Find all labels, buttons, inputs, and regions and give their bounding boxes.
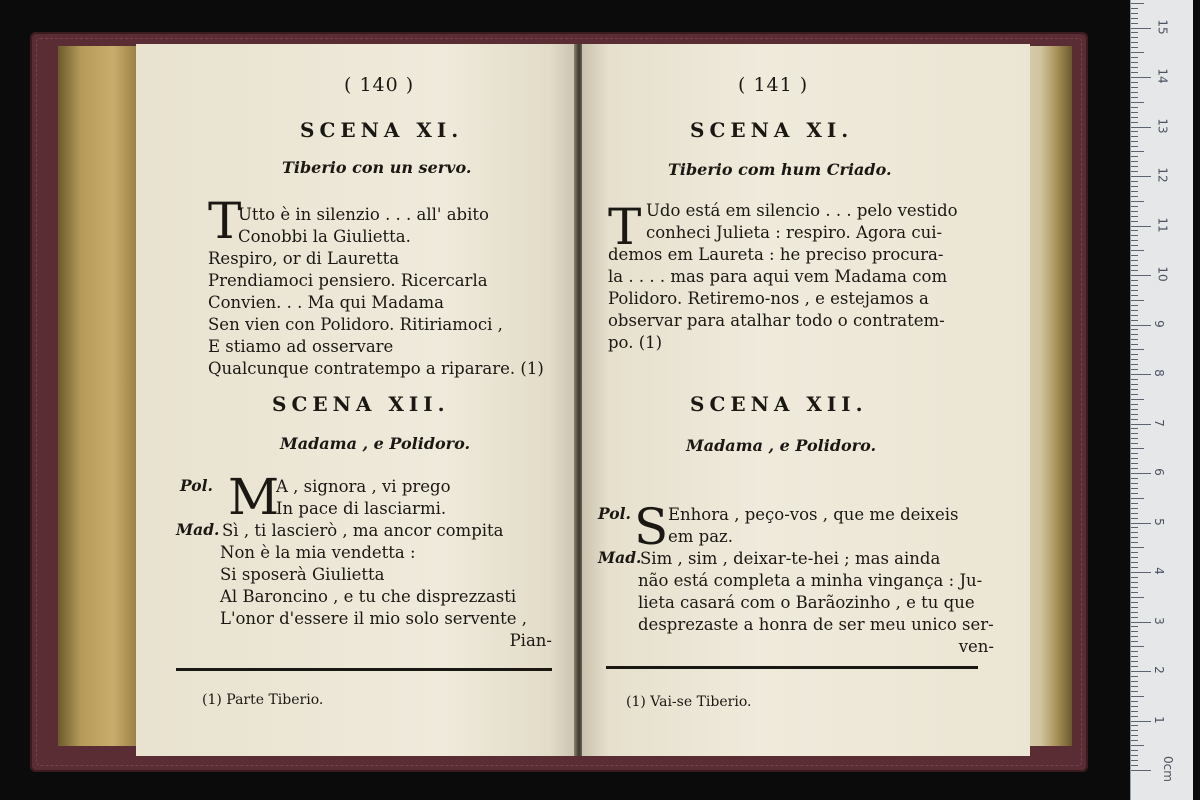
ruler-tick xyxy=(1131,146,1138,147)
ruler-number: 11 xyxy=(1155,216,1170,233)
prose-line: observar para atalhar todo o contratem- xyxy=(608,311,945,330)
measuring-ruler xyxy=(1130,0,1193,800)
ruler-tick xyxy=(1131,364,1138,365)
ruler-tick xyxy=(1131,592,1138,593)
ruler-tick xyxy=(1131,28,1151,29)
ruler-tick xyxy=(1131,151,1144,152)
ruler-tick xyxy=(1131,141,1138,142)
ruler-tick xyxy=(1131,171,1138,172)
verse-line: In pace di lasciarmi. xyxy=(276,499,447,518)
ruler-number: 14 xyxy=(1155,68,1170,84)
ruler-number: 8 xyxy=(1151,369,1166,377)
verse-line: E stiamo ad osservare xyxy=(208,337,394,356)
ruler-tick xyxy=(1131,47,1138,48)
ruler-tick xyxy=(1131,325,1151,326)
ruler-tick xyxy=(1131,285,1138,286)
ruler-tick xyxy=(1131,433,1138,434)
ruler-tick xyxy=(1131,651,1138,652)
ruler-number: 10 xyxy=(1155,266,1170,282)
ruler-tick xyxy=(1131,443,1138,444)
verse-line: Sì , ti lascierò , ma ancor compita xyxy=(222,521,504,540)
ruler-tick xyxy=(1131,562,1138,563)
prose-line: conheci Julieta : respiro. Agora cui- xyxy=(646,223,943,242)
ruler-tick xyxy=(1131,290,1138,291)
ruler-tick xyxy=(1131,557,1138,558)
prose-line: la . . . . mas para aqui vem Madama com xyxy=(608,267,948,286)
ruler-tick xyxy=(1131,681,1138,682)
ruler-tick xyxy=(1131,488,1138,489)
ruler-number: 4 xyxy=(1151,567,1166,575)
ruler-tick xyxy=(1131,349,1144,350)
scene-subtitle: Madama , e Polidoro. xyxy=(686,436,877,455)
verse-line: Non è la mia vendetta : xyxy=(220,543,416,562)
drop-cap: S xyxy=(634,498,669,556)
ruler-tick xyxy=(1131,691,1138,692)
ruler-tick xyxy=(1131,305,1138,306)
ruler-tick xyxy=(1131,527,1138,528)
ruler-tick xyxy=(1131,587,1138,588)
verse-line: Prendiamoci pensiero. Ricercarla xyxy=(208,271,488,290)
ruler-tick xyxy=(1131,671,1151,672)
ruler-tick xyxy=(1131,334,1138,335)
ruler-tick xyxy=(1131,8,1138,9)
ruler-tick xyxy=(1131,711,1138,712)
prose-block xyxy=(638,504,1018,658)
ruler-tick xyxy=(1131,255,1138,256)
ruler-tick xyxy=(1131,206,1138,207)
prose-line: demos em Laureta : he preciso procura- xyxy=(608,245,944,264)
prose-line: desprezaste a honra de ser meu unico ser- xyxy=(638,615,994,634)
ruler-tick xyxy=(1131,112,1138,113)
ruler-tick xyxy=(1131,716,1138,717)
ruler-tick xyxy=(1131,379,1138,380)
ruler-tick xyxy=(1131,127,1151,128)
ruler-tick xyxy=(1131,518,1138,519)
ruler-tick xyxy=(1131,280,1138,281)
ruler-tick xyxy=(1131,760,1138,761)
ruler-tick xyxy=(1131,52,1144,53)
ruler-tick xyxy=(1131,473,1151,474)
verse-block xyxy=(220,476,560,652)
ruler-tick xyxy=(1131,384,1138,385)
ruler-tick xyxy=(1131,122,1138,123)
prose-line: em paz. xyxy=(668,527,733,546)
scene-title: SCENA XI. xyxy=(300,118,464,142)
verse-line: Si sposerà Giulietta xyxy=(220,565,385,584)
ruler-tick xyxy=(1131,607,1138,608)
ruler-tick xyxy=(1131,226,1151,227)
ruler-tick xyxy=(1131,161,1138,162)
drop-cap: M xyxy=(228,468,280,526)
ruler-number: 2 xyxy=(1151,666,1166,674)
ruler-tick xyxy=(1131,414,1138,415)
ruler-tick xyxy=(1131,582,1138,583)
ruler-tick xyxy=(1131,745,1144,746)
ruler-tick xyxy=(1131,730,1138,731)
prose-block xyxy=(608,200,1008,354)
ruler-number: 15 xyxy=(1155,18,1170,35)
ruler-number: 3 xyxy=(1151,616,1166,625)
catchword: ven- xyxy=(958,637,994,656)
ruler-tick xyxy=(1131,725,1138,726)
ruler-tick xyxy=(1131,270,1138,271)
ruler-tick xyxy=(1131,542,1138,543)
ruler-tick xyxy=(1131,211,1138,212)
verse-line: Respiro, or di Lauretta xyxy=(208,249,400,268)
ruler-tick xyxy=(1131,260,1138,261)
ruler-tick xyxy=(1131,498,1144,499)
verse-line: Al Baroncino , e tu che disprezzasti xyxy=(220,587,517,606)
verse-line: Convien. . . Ma qui Madama xyxy=(208,293,444,312)
ruler-number: 6 xyxy=(1151,468,1166,476)
speaker-label: Mad. xyxy=(176,520,220,539)
ruler-tick xyxy=(1131,428,1138,429)
ruler-tick xyxy=(1131,755,1138,756)
ruler-tick xyxy=(1131,636,1138,637)
drop-cap: T xyxy=(208,192,242,250)
ruler-tick xyxy=(1131,641,1138,642)
page-number: ( 141 ) xyxy=(738,74,809,96)
ruler-tick xyxy=(1131,646,1144,647)
catchword: Pian- xyxy=(509,631,552,650)
right-page xyxy=(582,44,1030,756)
ruler-tick xyxy=(1131,201,1144,202)
ruler-tick xyxy=(1131,468,1138,469)
ruler-tick xyxy=(1131,374,1151,375)
speaker-label: Mad. xyxy=(598,548,642,567)
ruler-tick xyxy=(1131,136,1138,137)
verse-line: A , signora , vi prego xyxy=(276,477,451,496)
ruler-tick xyxy=(1131,275,1151,276)
verse-line: L'onor d'essere il mio solo servente , xyxy=(220,609,528,628)
ruler-tick xyxy=(1131,265,1138,266)
ruler-tick xyxy=(1131,235,1138,236)
scene-subtitle: Madama , e Polidoro. xyxy=(280,434,471,453)
ruler-tick xyxy=(1131,97,1138,98)
ruler-tick xyxy=(1131,72,1138,73)
ruler-tick xyxy=(1131,181,1138,182)
ruler-tick xyxy=(1131,735,1138,736)
ruler-tick xyxy=(1131,547,1144,548)
ruler-tick xyxy=(1131,567,1138,568)
ruler-number: 13 xyxy=(1155,117,1170,134)
prose-line: Polidoro. Retiremo-nos , e estejamos a xyxy=(608,289,929,308)
ruler-tick xyxy=(1131,537,1138,538)
ruler-tick xyxy=(1131,37,1138,38)
ruler-tick xyxy=(1131,523,1151,524)
scene-title: SCENA XII. xyxy=(690,392,868,416)
ruler-tick xyxy=(1131,448,1144,449)
ruler-number: 12 xyxy=(1155,167,1170,183)
ruler-tick xyxy=(1131,676,1138,677)
footnote: (1) Vai-se Tiberio. xyxy=(626,694,752,710)
ruler-tick xyxy=(1131,87,1138,88)
ruler-tick xyxy=(1131,13,1138,14)
ruler-tick xyxy=(1131,438,1138,439)
scene-subtitle: Tiberio com hum Criado. xyxy=(668,160,892,179)
ruler-tick xyxy=(1131,508,1138,509)
left-page xyxy=(136,44,576,756)
ruler-tick xyxy=(1131,389,1138,390)
ruler-tick xyxy=(1131,216,1138,217)
ruler-tick xyxy=(1131,176,1151,177)
ruler-tick xyxy=(1131,102,1144,103)
prose-line: lieta casará com o Barãozinho , e tu que xyxy=(638,593,975,612)
ruler-tick xyxy=(1131,463,1138,464)
prose-line: Sim , sim , deixar-te-hei ; mas ainda xyxy=(640,549,941,568)
ruler-tick xyxy=(1131,577,1138,578)
ruler-tick xyxy=(1131,23,1138,24)
ruler-tick xyxy=(1131,656,1138,657)
ruler-tick xyxy=(1131,221,1138,222)
footnote-rule xyxy=(176,668,552,671)
scene-title: SCENA XI. xyxy=(690,118,854,142)
ruler-tick xyxy=(1131,166,1138,167)
footnote: (1) Parte Tiberio. xyxy=(202,692,324,708)
footnote-rule xyxy=(606,666,978,669)
ruler-tick xyxy=(1131,503,1138,504)
ruler-number: 7 xyxy=(1151,418,1166,427)
ruler-tick xyxy=(1131,329,1138,330)
verse-line: Sen vien con Polidoro. Ritiriamoci , xyxy=(208,315,503,334)
ruler-tick xyxy=(1131,626,1138,627)
ruler-tick xyxy=(1131,92,1138,93)
verse-block xyxy=(208,204,568,380)
ruler-tick xyxy=(1131,250,1144,251)
ruler-tick xyxy=(1131,62,1138,63)
ruler-tick xyxy=(1131,612,1138,613)
verse-line: Qualcunque contratempo a riparare. (1) xyxy=(208,359,544,378)
prose-line: Enhora , peço-vos , que me deixeis xyxy=(668,505,959,524)
ruler-tick xyxy=(1131,156,1138,157)
ruler-tick xyxy=(1131,3,1144,4)
ruler-tick xyxy=(1131,419,1138,420)
ruler-tick xyxy=(1131,483,1138,484)
ruler-number: 9 xyxy=(1151,319,1166,328)
prose-line: po. (1) xyxy=(608,333,663,352)
ruler-tick xyxy=(1131,721,1151,722)
ruler-tick xyxy=(1131,196,1138,197)
ruler-tick xyxy=(1131,765,1138,766)
ruler-tick xyxy=(1131,696,1144,697)
ruler-tick xyxy=(1131,359,1138,360)
ruler-tick xyxy=(1131,478,1138,479)
ruler-tick xyxy=(1131,597,1144,598)
ruler-tick xyxy=(1131,631,1138,632)
ruler-tick xyxy=(1131,354,1138,355)
ruler-tick xyxy=(1131,686,1138,687)
ruler-tick xyxy=(1131,399,1144,400)
ruler-number: 5 xyxy=(1151,517,1166,526)
ruler-tick xyxy=(1131,320,1138,321)
ruler-tick xyxy=(1131,310,1138,311)
ruler-tick xyxy=(1131,493,1138,494)
ruler-tick xyxy=(1131,67,1138,68)
ruler-tick xyxy=(1131,191,1138,192)
speaker-label: Pol. xyxy=(180,476,213,495)
scene-subtitle: Tiberio con un servo. xyxy=(282,158,472,177)
ruler-tick xyxy=(1131,57,1138,58)
ruler-tick xyxy=(1131,617,1138,618)
ruler-tick xyxy=(1131,453,1138,454)
ruler-tick xyxy=(1131,32,1138,33)
ruler-tick xyxy=(1131,77,1151,78)
ruler-tick xyxy=(1131,300,1144,301)
ruler-tick xyxy=(1131,701,1138,702)
ruler-tick xyxy=(1131,750,1138,751)
speaker-label: Pol. xyxy=(598,504,631,523)
scene-title: SCENA XII. xyxy=(272,392,450,416)
ruler-tick xyxy=(1131,245,1138,246)
ruler-tick xyxy=(1131,117,1138,118)
ruler-tick xyxy=(1131,602,1138,603)
ruler-tick xyxy=(1131,740,1138,741)
ruler-tick xyxy=(1131,666,1138,667)
verse-line: Utto è in silenzio . . . all' abito xyxy=(238,205,489,224)
ruler-tick xyxy=(1131,186,1138,187)
prose-line: não está completa a minha vingança : Ju- xyxy=(638,571,983,590)
ruler-tick xyxy=(1131,552,1138,553)
ruler-tick xyxy=(1131,458,1138,459)
ruler-tick xyxy=(1131,404,1138,405)
ruler-number: 0cm xyxy=(1160,756,1175,782)
ruler-number: 1 xyxy=(1151,715,1166,724)
ruler-tick xyxy=(1131,344,1138,345)
ruler-tick xyxy=(1131,315,1138,316)
ruler-tick xyxy=(1131,622,1151,623)
ruler-tick xyxy=(1131,706,1138,707)
ruler-tick xyxy=(1131,661,1138,662)
ruler-tick xyxy=(1131,339,1138,340)
ruler-tick xyxy=(1131,394,1138,395)
ruler-tick xyxy=(1131,240,1138,241)
ruler-tick xyxy=(1131,532,1138,533)
ruler-tick xyxy=(1131,42,1138,43)
ruler-tick xyxy=(1131,295,1138,296)
verse-line: Conobbi la Giulietta. xyxy=(238,227,411,246)
ruler-tick xyxy=(1131,18,1138,19)
ruler-tick xyxy=(1131,572,1151,573)
ruler-tick xyxy=(1131,424,1151,425)
ruler-tick xyxy=(1131,770,1151,771)
drop-cap: T xyxy=(608,198,642,256)
prose-line: Udo está em silencio . . . pelo vestido xyxy=(646,201,958,220)
ruler-tick xyxy=(1131,230,1138,231)
ruler-tick xyxy=(1131,131,1138,132)
ruler-tick xyxy=(1131,409,1138,410)
ruler-tick xyxy=(1131,107,1138,108)
page-number: ( 140 ) xyxy=(344,74,415,96)
ruler-tick xyxy=(1131,369,1138,370)
ruler-tick xyxy=(1131,513,1138,514)
ruler-tick xyxy=(1131,82,1138,83)
